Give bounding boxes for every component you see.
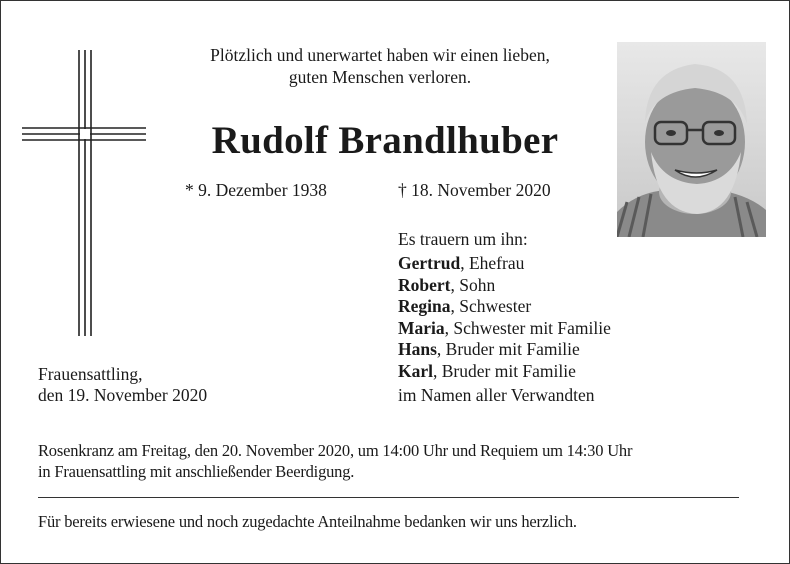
intro-line-2: guten Menschen verloren. <box>288 67 472 87</box>
place-date <box>38 364 207 406</box>
portrait-photo <box>617 42 766 237</box>
service-info <box>38 440 758 482</box>
intro-line-1: Plötzlich und unerwartet haben wir einen lieben, <box>210 45 550 65</box>
mourner-relation: , Bruder mit Familie <box>433 360 576 381</box>
mourner-name: Gertrud <box>398 253 461 273</box>
thanks-text: Für bereits erwiesene und noch zugedachte Anteilnahme bedanken wir uns herzlich. <box>38 512 577 531</box>
mourner-name: Robert <box>398 274 451 295</box>
mourner-name: Maria <box>398 317 445 338</box>
list-item <box>398 275 611 297</box>
mourner-relation: , Sohn <box>450 274 496 295</box>
list-item <box>398 253 611 275</box>
cross-icon <box>22 50 148 340</box>
mourners-heading: Es trauern um ihn: <box>398 229 528 249</box>
service-line-1: Rosenkranz am Freitag, den 20. November 2020, um 14:00 Uhr und Requiem um 14:30 Uhr <box>38 441 633 460</box>
mourner-relation: , Ehefrau <box>460 253 525 273</box>
deceased-name: Rudolf Brandlhuber <box>211 119 559 162</box>
place-line-2: den 19. November 2020 <box>38 385 208 405</box>
service-line-2: in Frauensattling mit anschließender Beerdigung. <box>38 462 355 481</box>
list-item <box>398 296 611 318</box>
mourner-name: Hans <box>398 339 437 359</box>
mourner-relation: , Schwester <box>450 296 532 316</box>
mourner-name: Karl <box>398 360 433 381</box>
mourner-name: Regina <box>398 296 451 316</box>
birth-date: * 9. Dezember 1938 <box>185 180 327 200</box>
place-line-1: Frauensattling, <box>38 364 143 384</box>
death-date: † 18. November 2020 <box>398 180 551 200</box>
list-item <box>398 318 611 340</box>
mourners-list <box>398 253 611 382</box>
divider <box>38 497 739 498</box>
list-item <box>398 361 611 383</box>
list-item <box>398 339 611 361</box>
intro-text <box>150 44 610 88</box>
mourner-relation: , Schwester mit Familie <box>444 317 611 338</box>
mourners-closing: im Namen aller Verwandten <box>398 385 595 405</box>
mourner-relation: , Bruder mit Familie <box>436 339 580 359</box>
